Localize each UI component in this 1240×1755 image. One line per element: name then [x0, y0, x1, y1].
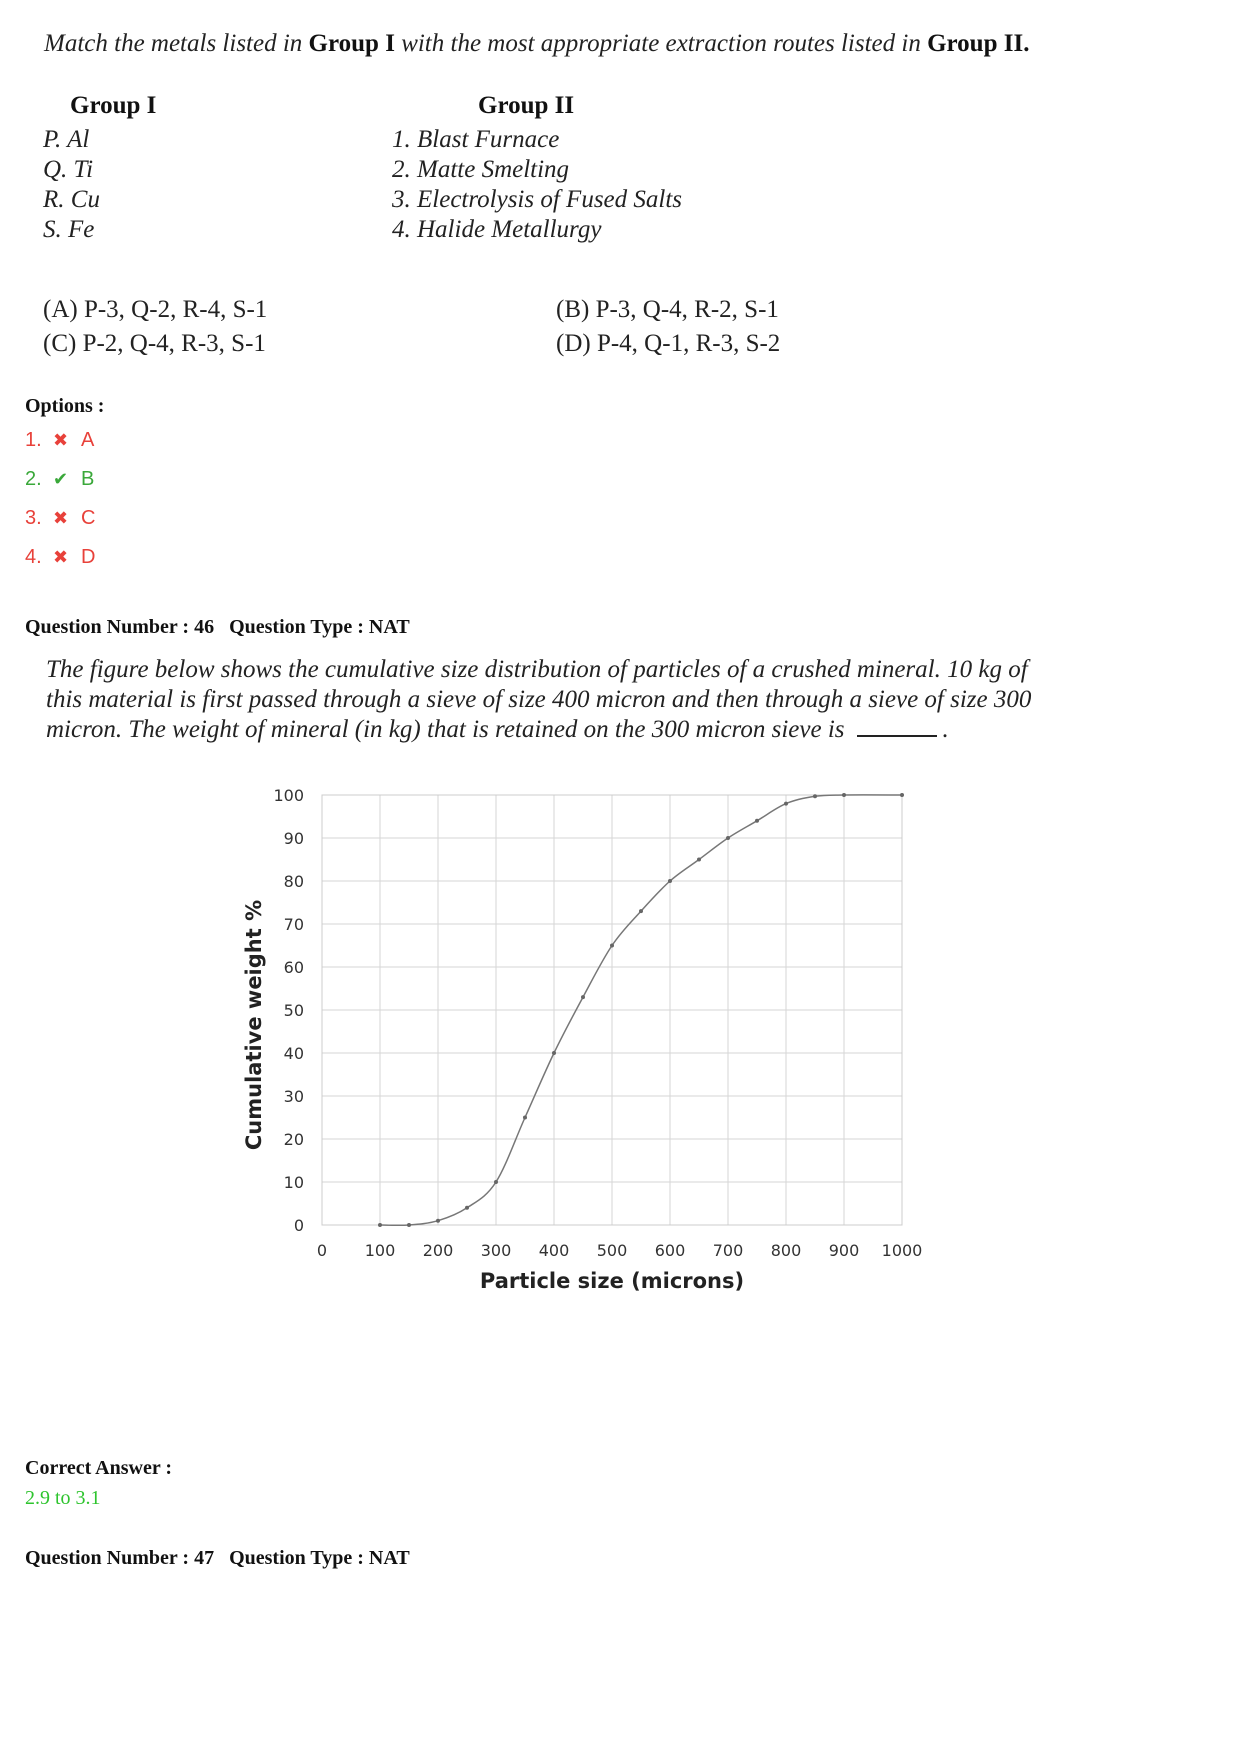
x-tick-label: 1000: [881, 1241, 923, 1260]
x-tick-label: 300: [480, 1241, 512, 1260]
option-text: A: [81, 428, 95, 451]
question-text-fragment: micron. The weight of mineral (in kg) that is retained on the 300 micron sieve is: [46, 716, 845, 743]
group1-item: Q. Ti: [43, 156, 94, 183]
option-number: 2.: [25, 467, 42, 490]
question-47-header: [25, 1547, 420, 1570]
x-tick-label: 200: [422, 1241, 454, 1260]
x-tick-label: 100: [364, 1241, 396, 1260]
group2-item: 3. Electrolysis of Fused Salts: [392, 186, 683, 213]
y-tick-label: 80: [283, 872, 304, 891]
data-point: [668, 879, 672, 883]
y-axis-label: Cumulative weight %: [242, 899, 266, 1151]
data-point: [436, 1219, 440, 1223]
y-tick-label: 20: [283, 1130, 304, 1149]
checkmark-icon: ✔: [53, 468, 69, 489]
x-tick-label: 0: [316, 1241, 328, 1260]
option-text: B: [81, 467, 95, 490]
cumulative-size-chart: [230, 770, 950, 1310]
y-tick-label: 10: [283, 1173, 304, 1192]
y-tick-label: 40: [283, 1044, 304, 1063]
group2-list: [392, 125, 682, 245]
options-list: [25, 425, 95, 572]
group2-item: 2. Matte Smelting: [392, 156, 570, 183]
correct-answer-label: Correct Answer :: [25, 1457, 172, 1479]
question-text-line: this material is first passed through a sieve of size 400 micron and then through a sieve of size 300: [46, 686, 1032, 713]
group2-title: Group II: [478, 92, 575, 119]
x-tick-label: 600: [654, 1241, 686, 1260]
x-tick-label: 400: [538, 1241, 570, 1260]
y-tick-label: 0: [293, 1216, 304, 1235]
option-text: D: [81, 545, 96, 568]
y-tick-label: 60: [283, 958, 304, 977]
question-type: Question Type : NAT: [229, 1547, 410, 1569]
option-text: C: [81, 506, 96, 529]
x-tick-label: 500: [596, 1241, 628, 1260]
data-point: [697, 858, 701, 862]
choice-c: (C) P-2, Q-4, R-3, S-1: [43, 330, 266, 357]
x-tick-label: 900: [828, 1241, 860, 1260]
x-axis-label: Particle size (microns): [479, 1269, 745, 1293]
option-2: [25, 464, 95, 494]
group1-item: R. Cu: [43, 186, 100, 213]
data-point: [523, 1116, 527, 1120]
data-point: [465, 1206, 469, 1210]
option-1: [25, 425, 95, 455]
data-point: [755, 819, 759, 823]
group2-item: 1. Blast Furnace: [392, 126, 560, 153]
statement-text: Match the metals listed in: [44, 30, 309, 57]
statement-group1-ref: Group I: [308, 30, 395, 57]
y-tick-label: 50: [283, 1001, 304, 1020]
cross-icon: ✖: [53, 507, 69, 528]
y-tick-label: 30: [283, 1087, 304, 1106]
data-point: [581, 995, 585, 999]
question-45-statement: [44, 30, 1029, 58]
y-tick-label: 100: [273, 786, 304, 805]
y-tick-labels: [273, 786, 304, 1235]
question-text-line: The figure below shows the cumulative size distribution of particles of a crushed mineral. 10 kg of: [46, 656, 1028, 683]
answer-blank: [857, 717, 937, 737]
data-point: [552, 1051, 556, 1055]
data-point: [726, 836, 730, 840]
statement-group2-ref: Group II.: [927, 30, 1030, 57]
choice-d: (D) P-4, Q-1, R-3, S-2: [556, 330, 781, 357]
data-point: [378, 1223, 382, 1227]
question-46-header: [25, 616, 420, 639]
x-tick-label: 800: [770, 1241, 802, 1260]
data-point: [900, 793, 904, 797]
y-tick-label: 90: [283, 829, 304, 848]
data-point: [407, 1223, 411, 1227]
data-point: [813, 794, 817, 798]
data-point: [494, 1180, 498, 1184]
group1-title: Group I: [70, 92, 157, 119]
option-4: [25, 542, 95, 572]
option-number: 4.: [25, 545, 42, 568]
data-point: [842, 793, 846, 797]
data-point: [610, 944, 614, 948]
group2-item: 4. Halide Metallurgy: [392, 216, 602, 243]
group1-item: P. Al: [43, 126, 90, 153]
question-text-line: [46, 715, 1031, 745]
option-3: [25, 503, 95, 533]
question-46-text: [46, 655, 1031, 745]
x-tick-labels: [317, 1241, 922, 1260]
cross-icon: ✖: [53, 546, 69, 567]
options-label: Options :: [25, 395, 105, 417]
data-point: [639, 909, 643, 913]
data-point: [784, 802, 788, 806]
question-number: Question Number : 47: [25, 1547, 215, 1569]
question-text-fragment: .: [942, 716, 949, 743]
question-number: Question Number : 46: [25, 616, 215, 638]
y-tick-label: 70: [283, 915, 304, 934]
group1-item: S. Fe: [43, 216, 95, 243]
cross-icon: ✖: [53, 429, 69, 450]
statement-text: with the most appropriate extraction routes listed in: [394, 30, 928, 57]
correct-answer-value: 2.9 to 3.1: [25, 1487, 101, 1509]
chart-grid: [322, 795, 902, 1225]
question-type: Question Type : NAT: [229, 616, 410, 638]
choice-a: (A) P-3, Q-2, R-4, S-1: [43, 296, 268, 323]
x-tick-label: 700: [712, 1241, 744, 1260]
option-number: 3.: [25, 506, 42, 529]
choice-b: (B) P-3, Q-4, R-2, S-1: [556, 296, 779, 323]
option-number: 1.: [25, 428, 42, 451]
group1-list: [43, 125, 100, 245]
